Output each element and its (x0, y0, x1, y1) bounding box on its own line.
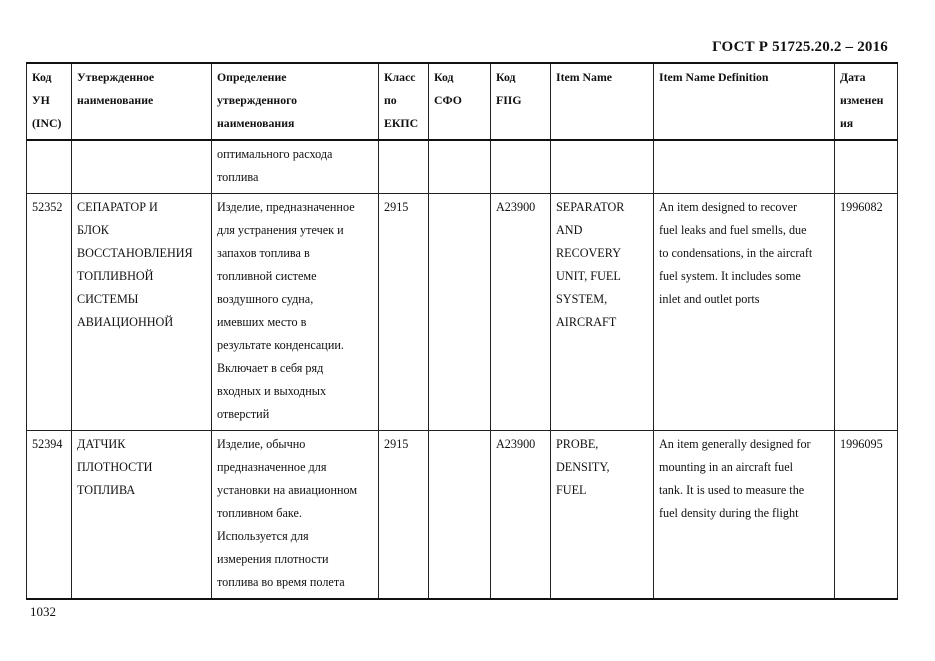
cell-line: Изделие, предназначенное (217, 200, 355, 214)
cell-line: предназначенное для (217, 460, 327, 474)
header-item-name (551, 63, 654, 140)
cell-fiig-code: A23900 (491, 431, 551, 600)
header-name-definition (212, 63, 379, 140)
cell-ekps-class: 2915 (379, 431, 429, 600)
cell-line: ПЛОТНОСТИ (77, 460, 153, 474)
cell-line: AND (556, 223, 583, 237)
header-line: СФО (434, 93, 462, 107)
cell-line: RECOVERY (556, 246, 622, 260)
cell-line: fuel density during the flight (659, 506, 799, 520)
header-line: ЕКПС (384, 116, 419, 130)
cell-line: топливной системе (217, 269, 317, 283)
cell-line: fuel leaks and fuel smells, due (659, 223, 807, 237)
cell-change-date (835, 140, 898, 194)
header-line: Дата (840, 70, 866, 84)
cell-line: топливном баке. (217, 506, 302, 520)
cell-line: ТОПЛИВНОЙ (77, 269, 154, 283)
cell-line: воздушного судна, (217, 292, 314, 306)
table-row (27, 194, 898, 431)
cell-sfo-code (429, 140, 491, 194)
cell-code-un: 52394 (27, 431, 72, 600)
header-approved-name (72, 63, 212, 140)
cell-line: ДАТЧИК (77, 437, 126, 451)
header-fiig-code (491, 63, 551, 140)
header-line: Код (32, 70, 52, 84)
cell-line: БЛОК (77, 223, 109, 237)
cell-name-definition (212, 140, 379, 194)
header-line: Код (434, 70, 454, 84)
cell-line: установки на авиационном (217, 483, 358, 497)
cell-approved-name (72, 194, 212, 431)
cell-line: PROBE, (556, 437, 599, 451)
cell-code-un (27, 140, 72, 194)
header-ekps-class (379, 63, 429, 140)
header-line: Определение (217, 70, 287, 84)
cell-item-name-definition (654, 140, 835, 194)
cell-change-date: 1996082 (835, 194, 898, 431)
header-line: изменен (840, 93, 884, 107)
cell-line: FUEL (556, 483, 587, 497)
table-row (27, 431, 898, 600)
header-line: ия (840, 116, 854, 130)
cell-approved-name (72, 140, 212, 194)
cell-fiig-code: A23900 (491, 194, 551, 431)
cell-fiig-code (491, 140, 551, 194)
table-header-row (27, 63, 898, 140)
cell-line: An item generally designed for (659, 437, 811, 451)
cell-line: SYSTEM, (556, 292, 608, 306)
table-row (27, 140, 898, 194)
cell-line: mounting in an aircraft fuel (659, 460, 794, 474)
cell-code-un: 52352 (27, 194, 72, 431)
document-standard-header: ГОСТ Р 51725.20.2 – 2016 (712, 39, 888, 55)
header-line: Класс (384, 70, 416, 84)
cell-change-date: 1996095 (835, 431, 898, 600)
cell-ekps-class (379, 140, 429, 194)
header-line: УН (32, 93, 50, 107)
cell-line: tank. It is used to measure the (659, 483, 805, 497)
header-line: Утвержденное (77, 70, 155, 84)
cell-item-name (551, 431, 654, 600)
cell-line: СЕПАРАТОР И (77, 200, 158, 214)
cell-line: Включает в себя ряд (217, 361, 324, 375)
cell-sfo-code (429, 431, 491, 600)
cell-line: DENSITY, (556, 460, 610, 474)
cell-line: ВОССТАНОВЛЕНИЯ (77, 246, 193, 260)
cell-line: SEPARATOR (556, 200, 625, 214)
cell-line: Используется для (217, 529, 309, 543)
header-change-date (835, 63, 898, 140)
cell-line: An item designed to recover (659, 200, 798, 214)
cell-name-definition (212, 431, 379, 600)
cell-line: для устранения утечек и (217, 223, 344, 237)
header-line: (INC) (32, 116, 62, 130)
cell-name-definition (212, 194, 379, 431)
header-sfo-code (429, 63, 491, 140)
catalog-table (26, 62, 898, 600)
cell-item-name (551, 140, 654, 194)
cell-line: inlet and outlet ports (659, 292, 760, 306)
header-line: Item Name (556, 70, 613, 84)
cell-line: СИСТЕМЫ (77, 292, 139, 306)
cell-line: результате конденсации. (217, 338, 344, 352)
cell-item-name-definition (654, 194, 835, 431)
header-line: утвержденного (217, 93, 298, 107)
cell-item-name (551, 194, 654, 431)
cell-line: Изделие, обычно (217, 437, 306, 451)
cell-line: отверстий (217, 407, 270, 421)
cell-item-name-definition (654, 431, 835, 600)
header-line: наименования (217, 116, 295, 130)
cell-line: UNIT, FUEL (556, 269, 621, 283)
header-line: FIIG (496, 93, 522, 107)
header-item-name-definition (654, 63, 835, 140)
header-line: наименование (77, 93, 154, 107)
cell-approved-name (72, 431, 212, 600)
cell-line: входных и выходных (217, 384, 327, 398)
cell-ekps-class: 2915 (379, 194, 429, 431)
cell-line: запахов топлива в (217, 246, 310, 260)
cell-line: АВИАЦИОННОЙ (77, 315, 174, 329)
cell-line: fuel system. It includes some (659, 269, 801, 283)
cell-line: имевших место в (217, 315, 307, 329)
cell-line: топлива во время полета (217, 575, 345, 589)
cell-line: AIRCRAFT (556, 315, 617, 329)
header-line: Код (496, 70, 516, 84)
cell-line: to condensations, in the aircraft (659, 246, 813, 260)
cell-sfo-code (429, 194, 491, 431)
cell-line: топлива (217, 170, 259, 184)
page-number: 1032 (30, 604, 56, 619)
cell-line: измерения плотности (217, 552, 329, 566)
header-line: по (384, 93, 397, 107)
header-line: Item Name Definition (659, 70, 769, 84)
cell-line: ТОПЛИВА (77, 483, 136, 497)
cell-line: оптимального расхода (217, 147, 333, 161)
header-code-un (27, 63, 72, 140)
